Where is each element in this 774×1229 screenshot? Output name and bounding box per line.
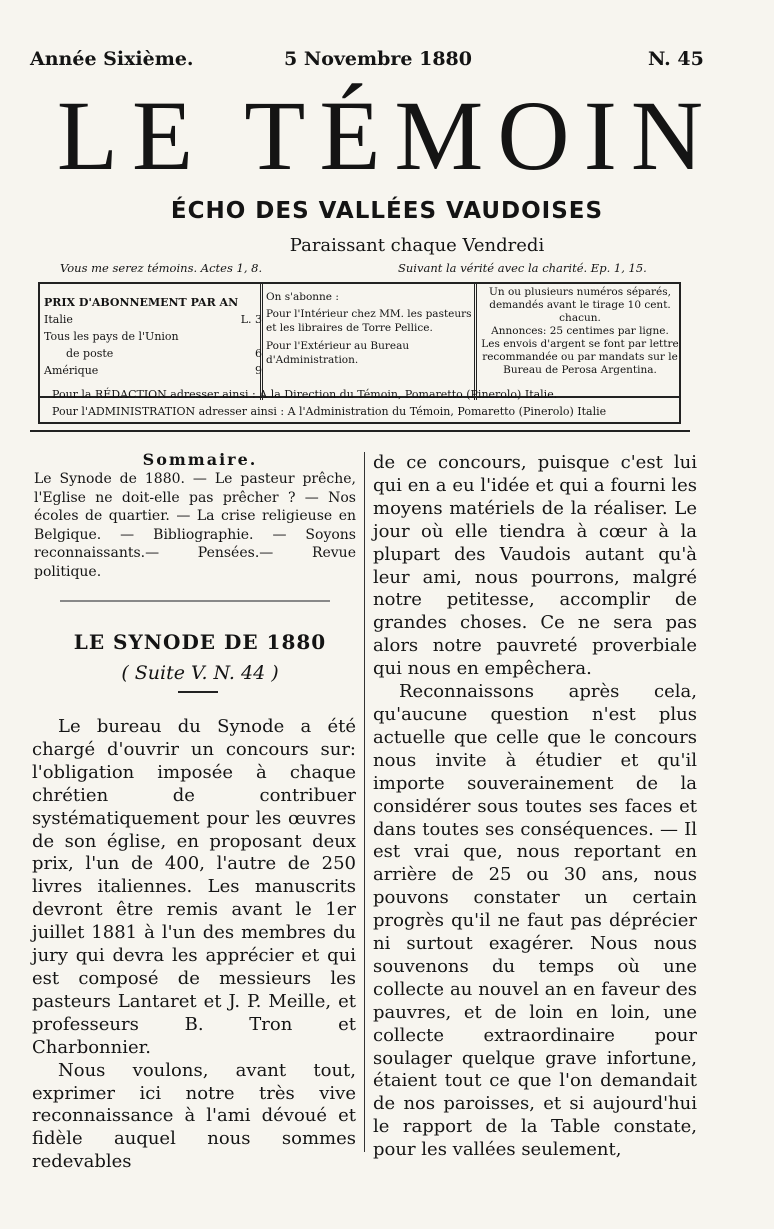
italie-price: L. 3 [240,313,262,326]
right-column [373,452,697,1162]
subscribe-heading: On s'abonne : [266,291,339,303]
motto-right: Suivant la vérité avec la charité. Ep. 1, 15. [398,261,647,275]
subscribe-interior: Pour l'Intérieur chez MM. les pasteurs et les libraires de Torre Pellice. [266,308,472,334]
left-column [32,716,356,1174]
header-rule [30,430,690,432]
sommaire-text: Le Synode de 1880. — Le pasteur prêche, l'Eglise ne doit-elle pas prêcher ? — Nos écoles de quartier. — La crise religieuse en Belgique. — Bibliographie. — Soyons reconnaissants.— Pensées.— Revue politique. [34,471,356,580]
article-paragraph: Nous voulons, avant tout, exprimer ici notre très vive reconnaissance à l'ami dévoué et fidèle auquel nous sommes redevables [32,1059,356,1173]
numbers-text: Un ou plusieurs numéros séparés, demandés avant le tirage 10 cent. chacun. [489,286,671,324]
article-continuation: ( Suite V. N. 44 ) [121,662,279,684]
issue-date: 5 Novembre 1880 [284,48,472,70]
newspaper-title: LE TÉMOIN [56,80,718,191]
article-title: LE SYNODE DE 1880 [73,630,327,654]
prices-title: PRIX D'ABONNEMENT PAR AN [44,296,239,309]
subscribe-exterior: Pour l'Extérieur au Bureau d'Administration. [266,340,410,366]
motto-left: Vous me serez témoins. Actes 1, 8. [60,261,263,275]
union-price: 6 [255,347,262,360]
amerique-price: 9 [255,364,262,377]
newspaper-subtitle: ÉCHO DES VALLÉES VAUDOISES [170,198,604,224]
union-label: Tous les pays de l'Union [44,330,179,343]
sommaire-title: Sommaire. [142,450,258,469]
article-paragraph: Reconnaissons après cela, qu'aucune question n'est plus actuelle que celle que le concours nous invite à étudier et qu'il importe souverainement de la considérer sous toutes ses faces et dans toutes ses conséquences. — Il est vrai que, nous reportant en arrière de 25 ou 30 ans, nous pouvons constater un certain progrès qu'il ne faut pas déprécier ni surtout exagérer. Nous nous souvenons du temps où une collecte au nouvel an en faveur des pauvres, et de loin en loin, une collecte extraordinaire pour soulager quelque grave infortune, étaient tout ce que l'on demandait de nos paroisses, et si aujourd'hui le rapport de la Table constate, pour les vallées seulement, [373,681,697,1161]
section-rule [60,600,330,602]
subscription-where [266,290,476,367]
publication-frequency: Paraissant chaque Vendredi [289,235,545,256]
ads-text: Annonces: 25 centimes par ligne. [491,325,669,337]
issue-number: N. 45 [648,48,704,70]
subscription-prices [44,294,262,379]
article-paragraph: Le bureau du Synode a été chargé d'ouvrir un concours sur: l'obligation imposée à chaque chrétien de contribuer systématiquement pour les œuvres de son église, en proposant deux prix, l'un de 400, l'autre de 250 livres italiennes. Les manuscrits devront être remis avant le 1er juillet 1881 à l'un des membres du jury qui devra les apprécier et qui est composé de messieurs les pasteurs Lantaret et J. P. Meille, et professeurs B. Tron et Charbonnier. [32,716,356,1058]
union-label-2: de poste [66,347,114,360]
redaction-address: Pour la RÉDACTION adresser ainsi : A la Direction du Témoin, Pomaretto (Pinerolo) Italie. [52,388,558,401]
numbers-and-ads [480,286,680,377]
issue-year: Année Sixième. [30,48,194,70]
article-dash [178,691,218,693]
amerique-label: Amérique [44,364,99,377]
administration-address: Pour l'ADMINISTRATION adresser ainsi : A l'Administration du Témoin, Pomaretto (Pinerolo) Italie [52,405,607,418]
envois-text: Les envois d'argent se font par lettre recommandée ou par mandats sur le Bureau de Perosa Argentina. [481,338,679,376]
column-divider [364,452,365,1152]
italie-label: Italie [44,313,73,326]
article-paragraph: de ce concours, puisque c'est lui qui en a eu l'idée et qui a fourni les moyens matériels de la réaliser. Le jour où elle tiendra à cœur à la plupart des Vaudois autant qu'à leur ami, nous pourrons, malgré notre petitesse, accomplir de grandes choses. Ce ne sera pas alors notre pauvreté proverbiale qui nous en empêchera. [373,452,697,680]
